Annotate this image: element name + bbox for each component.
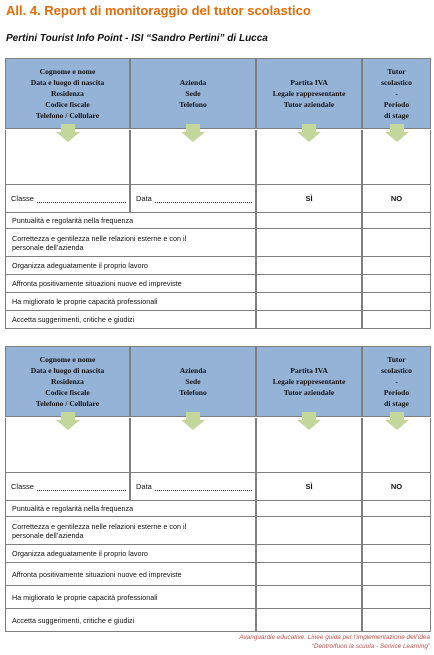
date-cell[interactable] (130, 185, 256, 213)
criterion-row (5, 257, 431, 275)
criterion-row (5, 293, 431, 311)
date-cell[interactable] (130, 473, 256, 501)
no-cell[interactable] (362, 213, 431, 229)
criterion-row (5, 501, 431, 517)
header-company-info (130, 346, 256, 417)
header-line: Telefono (179, 100, 207, 109)
criterion-label-cell (5, 213, 256, 229)
criterion-row (5, 229, 431, 257)
header-line: Residenza (51, 377, 84, 386)
criterion-text: Affronta positivamente situazioni nuove ed impreviste (12, 279, 182, 288)
criterion-row (5, 563, 431, 586)
header-line: Codice fiscale (45, 100, 90, 109)
no-cell[interactable] (362, 293, 431, 311)
header-row (5, 58, 431, 130)
criterion-text: Puntualità e regolarità nella frequenza (12, 216, 134, 225)
header-line: di stage (384, 111, 409, 120)
criterion-text: Organizza adeguatamente il proprio lavoro (12, 261, 148, 270)
header-line: Legale rappresentante (272, 89, 346, 98)
footer-note (239, 633, 430, 651)
yes-cell[interactable] (256, 229, 362, 257)
criterion-row (5, 311, 431, 329)
yes-cell[interactable] (256, 213, 362, 229)
no-cell[interactable] (362, 517, 431, 545)
criterion-label-cell (5, 563, 256, 586)
criterion-label-cell (5, 586, 256, 609)
header-line: Data e luogo di nascita (30, 78, 105, 87)
student-data-row (5, 130, 431, 185)
yes-cell[interactable] (256, 275, 362, 293)
yes-cell[interactable] (256, 293, 362, 311)
header-line: di stage (384, 399, 409, 408)
yes-cell[interactable] (256, 311, 362, 329)
tutor-cell[interactable] (362, 130, 431, 185)
header-legal-info (256, 346, 362, 417)
criterion-label-cell (5, 257, 256, 275)
class-date-row (5, 185, 431, 213)
yes-cell[interactable] (256, 517, 362, 545)
student-cell[interactable] (5, 418, 130, 473)
header-line: Sede (185, 89, 201, 98)
student-data-row (5, 418, 431, 473)
header-company-info (130, 58, 256, 129)
page-title: All. 4. Report di monitoraggio del tutor scolastico (6, 3, 311, 18)
page-subtitle: Pertini Tourist Info Point - ISI “Sandro Pertini” di Lucca (6, 33, 268, 44)
no-cell[interactable] (362, 586, 431, 609)
tutor-cell[interactable] (362, 418, 431, 473)
header-student-info (5, 346, 130, 417)
criterion-label-cell (5, 275, 256, 293)
report-table-2 (5, 346, 431, 632)
header-line: Tutor (387, 67, 406, 76)
date-field-line[interactable] (155, 482, 252, 491)
criterion-text: Puntualità e regolarità nella frequenza (12, 504, 134, 513)
header-tutor-info (362, 58, 431, 129)
criterion-row (5, 517, 431, 545)
header-line: Tutor (387, 355, 406, 364)
date-label: Data (136, 482, 152, 491)
class-label: Classe (11, 194, 34, 203)
no-column-header: NO (362, 473, 431, 501)
criterion-row (5, 586, 431, 609)
header-student-info (5, 58, 130, 129)
header-line: Legale rappresentante (272, 377, 346, 386)
header-line: Periodo (383, 100, 410, 109)
header-line: Telefono / Cellulare (35, 399, 100, 408)
yes-cell[interactable] (256, 501, 362, 517)
header-row (5, 346, 431, 418)
header-line: Telefono (179, 388, 207, 397)
criterion-label-cell (5, 501, 256, 517)
yes-cell[interactable] (256, 545, 362, 563)
header-legal-info (256, 58, 362, 129)
header-line: Cognome e nome (39, 67, 96, 76)
criterion-text: Accetta suggerimenti, critiche e giudizi (12, 315, 135, 324)
header-line: Partita IVA (290, 78, 328, 87)
criterion-label-cell (5, 517, 256, 545)
criterion-text: Organizza adeguatamente il proprio lavoro (12, 549, 148, 558)
header-line: Cognome e nome (39, 355, 96, 364)
criterion-text: Ha migliorato le proprie capacità professionali (12, 592, 158, 602)
yes-cell[interactable] (256, 257, 362, 275)
class-label: Classe (11, 482, 34, 491)
student-cell[interactable] (5, 130, 130, 185)
criterion-text: Accetta suggerimenti, critiche e giudizi (12, 615, 135, 625)
class-field-line[interactable] (37, 194, 126, 203)
no-cell[interactable] (362, 609, 431, 632)
no-cell[interactable] (362, 563, 431, 586)
report-table-1 (5, 58, 431, 329)
header-line: Partita IVA (290, 366, 328, 375)
yes-cell[interactable] (256, 586, 362, 609)
criterion-text: Correttezza e gentilezza nelle relazioni esterne e con il personale dell’azienda (12, 521, 187, 540)
criterion-row (5, 275, 431, 293)
header-line: Tutor aziendale (283, 388, 335, 397)
criterion-label-cell (5, 545, 256, 563)
yes-cell[interactable] (256, 609, 362, 632)
no-cell[interactable] (362, 275, 431, 293)
header-line: Azienda (179, 366, 207, 375)
header-line: Telefono / Cellulare (35, 111, 100, 120)
criterion-row (5, 213, 431, 229)
date-label: Data (136, 194, 152, 203)
header-line: - (395, 89, 398, 98)
no-cell[interactable] (362, 257, 431, 275)
criterion-text: Affronta positivamente situazioni nuove ed impreviste (12, 569, 182, 579)
header-line: Codice fiscale (45, 388, 90, 397)
header-line: - (395, 377, 398, 386)
header-line: Azienda (179, 78, 207, 87)
date-field-line[interactable] (155, 194, 252, 203)
criterion-label-cell (5, 229, 256, 257)
header-line: scolastico (381, 78, 412, 87)
class-date-row (5, 473, 431, 501)
no-cell[interactable] (362, 545, 431, 563)
footer-line: “Dentro/fuori la scuola - Service Learning” (311, 643, 430, 650)
company-cell[interactable] (130, 130, 256, 185)
header-line: Residenza (51, 89, 84, 98)
header-line: Data e luogo di nascita (30, 366, 105, 375)
class-cell[interactable] (5, 473, 130, 501)
class-cell[interactable] (5, 185, 130, 213)
criterion-row (5, 545, 431, 563)
no-column-header: NO (362, 185, 431, 213)
header-line: Sede (185, 377, 201, 386)
company-cell[interactable] (130, 418, 256, 473)
criterion-row (5, 609, 431, 632)
legal-cell[interactable] (256, 130, 362, 185)
criterion-label-cell (5, 609, 256, 632)
criterion-label-cell (5, 311, 256, 329)
no-cell[interactable] (362, 501, 431, 517)
yes-column-header: SÌ (256, 185, 362, 213)
criterion-text: Correttezza e gentilezza nelle relazioni esterne e con il personale dell’azienda (12, 233, 187, 252)
header-tutor-info (362, 346, 431, 417)
criterion-text: Ha migliorato le proprie capacità professionali (12, 297, 158, 306)
header-line: scolastico (381, 366, 412, 375)
footer-line: Avanguardie educative. Linee guida per l’implementazione dell’idea (239, 634, 430, 641)
legal-cell[interactable] (256, 418, 362, 473)
header-line: Periodo (383, 388, 410, 397)
class-field-line[interactable] (37, 482, 126, 491)
no-cell[interactable] (362, 311, 431, 329)
no-cell[interactable] (362, 229, 431, 257)
yes-cell[interactable] (256, 563, 362, 586)
header-line: Tutor aziendale (283, 100, 335, 109)
yes-column-header: SÌ (256, 473, 362, 501)
criterion-label-cell (5, 293, 256, 311)
